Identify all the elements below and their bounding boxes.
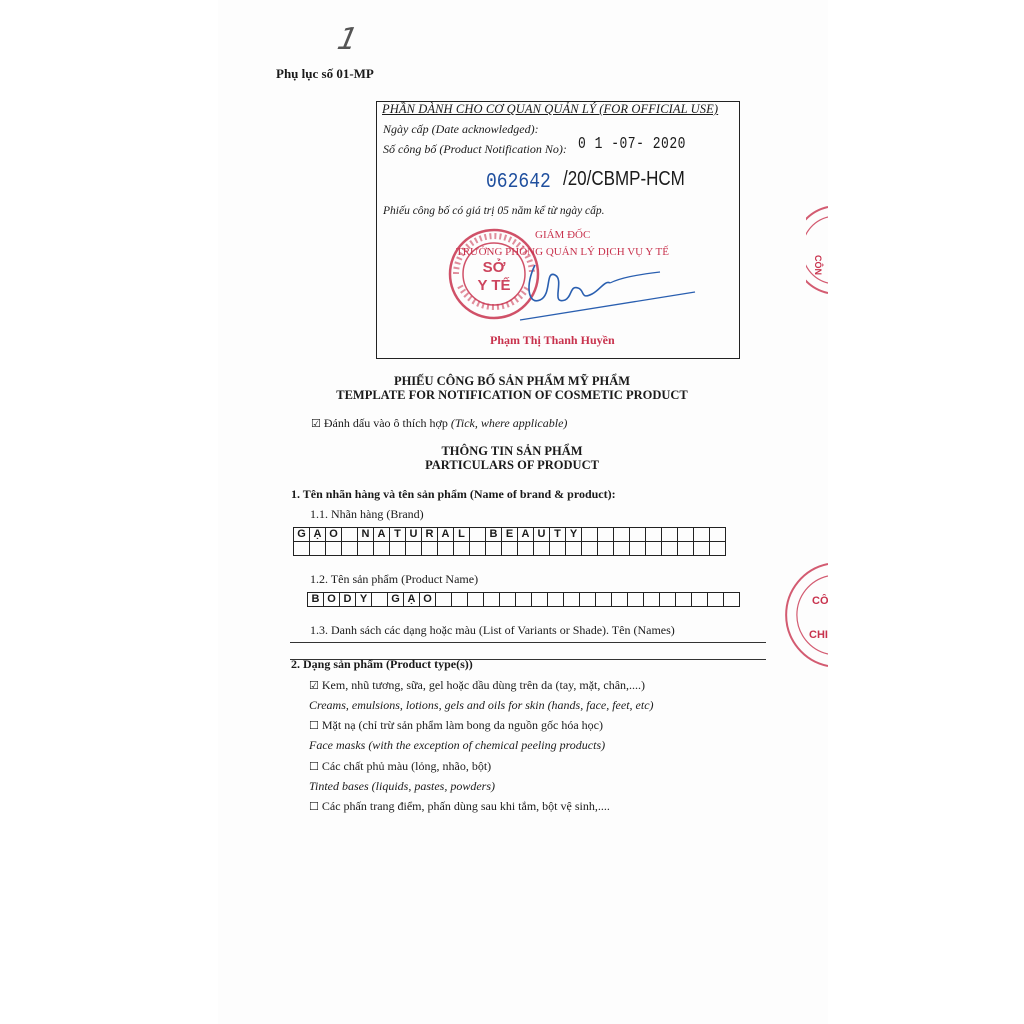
grid-cell: T — [550, 528, 566, 542]
signatory-department: TRƯỞNG PHÒNG QUẢN LÝ DỊCH VỤ Y TẾ — [456, 246, 669, 258]
product-type-en: Tinted bases (liquids, pastes, powders) — [309, 779, 496, 793]
grid-cell — [326, 542, 342, 556]
grid-cell — [628, 593, 644, 607]
grid-cell — [518, 542, 534, 556]
checked-box-icon: ☑ — [309, 679, 319, 692]
section-title-vi: THÔNG TIN SẢN PHẨM — [441, 444, 583, 458]
product-type-vi: Kem, nhũ tương, sữa, gel hoặc dầu dùng trên da (tay, mặt, chân,....) — [321, 678, 646, 692]
product-type-item — [309, 718, 603, 733]
grid-cell — [436, 593, 452, 607]
tick-note-vi: Đánh dấu vào ô thích hợp — [323, 416, 448, 430]
grid-cell — [406, 542, 422, 556]
divider-line — [290, 642, 766, 643]
unchecked-box-icon: ☐ — [309, 800, 319, 813]
grid-cell: Ạ — [404, 593, 420, 607]
grid-cell — [390, 542, 406, 556]
company-seal-partial-top — [806, 205, 828, 295]
grid-cell — [580, 593, 596, 607]
grid-cell: A — [374, 528, 390, 542]
official-use-heading: PHẦN DÀNH CHO CƠ QUAN QUẢN LÝ (FOR OFFICIAL USE) — [382, 102, 719, 116]
grid-cell — [614, 542, 630, 556]
grid-cell — [564, 593, 580, 607]
seal-partial-text: CÔ — [812, 595, 828, 607]
company-seal-partial-bottom — [782, 560, 828, 670]
date-acknowledged-label: Ngày cấp (Date acknowledged): — [383, 122, 539, 136]
grid-cell — [358, 542, 374, 556]
grid-cell — [630, 542, 646, 556]
notification-suffix: /20/CBMP-HCM — [563, 168, 685, 190]
grid-cell — [534, 542, 550, 556]
grid-cell: T — [390, 528, 406, 542]
date-acknowledged-value: 0 1 -07- 2020 — [578, 134, 686, 153]
svg-text:Y TẾ: Y TẾ — [477, 277, 511, 294]
grid-cell — [516, 593, 532, 607]
product-grid-row — [308, 593, 740, 607]
grid-cell — [644, 593, 660, 607]
grid-cell — [678, 542, 694, 556]
grid-cell — [484, 593, 500, 607]
grid-cell — [502, 542, 518, 556]
signatory-title: GIÁM ĐỐC — [535, 229, 591, 241]
grid-cell: Y — [566, 528, 582, 542]
unchecked-box-icon: ☐ — [309, 760, 319, 773]
product-type-vi: Mặt nạ (chỉ trừ sản phẩm làm bong da nguồn gốc hóa học) — [321, 718, 603, 732]
grid-cell — [372, 593, 388, 607]
product-type-vi: Các chất phủ màu (lỏng, nhão, bột) — [321, 759, 492, 773]
grid-cell — [468, 593, 484, 607]
product-type-en: Face masks (with the exception of chemical peeling products) — [309, 738, 606, 752]
svg-text:SỞ: SỞ — [482, 259, 506, 276]
checked-box-icon: ☑ — [311, 417, 321, 430]
grid-cell: B — [486, 528, 502, 542]
grid-cell: O — [326, 528, 342, 542]
brand-label: 1.1. Nhãn hàng (Brand) — [310, 507, 424, 521]
grid-cell — [452, 593, 468, 607]
brand-grid-row1 — [294, 528, 726, 542]
grid-cell — [342, 542, 358, 556]
signer-name: Phạm Thị Thanh Huyền — [490, 333, 615, 347]
grid-cell — [374, 542, 390, 556]
grid-cell — [646, 528, 662, 542]
section-title-en: PARTICULARS OF PRODUCT — [425, 458, 599, 472]
grid-cell: R — [422, 528, 438, 542]
grid-cell — [486, 542, 502, 556]
brand-grid-row2 — [294, 542, 726, 556]
grid-cell — [550, 542, 566, 556]
grid-cell — [692, 593, 708, 607]
grid-cell — [612, 593, 628, 607]
notification-stamp-number: 062642 — [486, 170, 551, 194]
variants-label: 1.3. Danh sách các dạng hoặc màu (List of Variants or Shade). Tên (Names) — [310, 623, 675, 637]
handwritten-page-number: 1 — [334, 22, 361, 57]
tick-note — [311, 416, 567, 431]
grid-cell: U — [534, 528, 550, 542]
grid-cell — [662, 528, 678, 542]
grid-cell: D — [340, 593, 356, 607]
notification-number-label: Số công bố (Product Notification No): — [383, 142, 567, 156]
grid-cell — [582, 542, 598, 556]
grid-cell — [598, 528, 614, 542]
grid-cell — [660, 593, 676, 607]
grid-cell — [566, 542, 582, 556]
seal-partial-text: CHI — [809, 629, 828, 641]
grid-cell: O — [420, 593, 436, 607]
grid-cell — [422, 542, 438, 556]
grid-cell — [598, 542, 614, 556]
grid-cell — [694, 542, 710, 556]
brand-grid — [293, 527, 726, 556]
grid-cell — [294, 542, 310, 556]
grid-cell — [630, 528, 646, 542]
grid-cell: A — [438, 528, 454, 542]
grid-cell — [710, 542, 726, 556]
grid-cell: Y — [356, 593, 372, 607]
grid-cell: G — [388, 593, 404, 607]
grid-cell — [678, 528, 694, 542]
grid-cell — [724, 593, 740, 607]
grid-cell — [662, 542, 678, 556]
product-type-item — [309, 799, 610, 814]
grid-cell — [582, 528, 598, 542]
grid-cell — [710, 528, 726, 542]
grid-cell — [470, 542, 486, 556]
grid-cell: U — [406, 528, 422, 542]
grid-cell: B — [308, 593, 324, 607]
grid-cell: N — [358, 528, 374, 542]
grid-cell — [708, 593, 724, 607]
grid-cell — [454, 542, 470, 556]
product-type-item — [309, 678, 645, 693]
grid-cell — [532, 593, 548, 607]
grid-cell — [470, 528, 486, 542]
grid-cell — [646, 542, 662, 556]
grid-cell — [694, 528, 710, 542]
tick-note-en: (Tick, where applicable) — [450, 416, 568, 430]
grid-cell: O — [324, 593, 340, 607]
unchecked-box-icon: ☐ — [309, 719, 319, 732]
grid-cell — [438, 542, 454, 556]
handwritten-signature — [510, 250, 710, 330]
product-name-label: 1.2. Tên sản phẩm (Product Name) — [310, 572, 479, 586]
product-type-item — [309, 759, 491, 774]
grid-cell — [676, 593, 692, 607]
product-type-vi: Các phấn trang điểm, phấn dùng sau khi tắm, bột vệ sinh,.... — [321, 799, 610, 813]
grid-cell: Ạ — [310, 528, 326, 542]
grid-cell: L — [454, 528, 470, 542]
grid-cell — [614, 528, 630, 542]
form-title-vi: PHIẾU CÔNG BỐ SẢN PHẨM MỸ PHẨM — [393, 374, 631, 388]
grid-cell — [596, 593, 612, 607]
form-title-en: TEMPLATE FOR NOTIFICATION OF COSMETIC PRODUCT — [336, 388, 688, 402]
grid-cell: A — [518, 528, 534, 542]
grid-cell — [342, 528, 358, 542]
grid-cell — [548, 593, 564, 607]
section1-heading: 1. Tên nhãn hàng và tên sản phẩm (Name of brand & product): — [291, 487, 616, 501]
grid-cell: E — [502, 528, 518, 542]
appendix-label: Phụ lục số 01-MP — [276, 66, 374, 81]
product-type-en: Creams, emulsions, lotions, gels and oils for skin (hands, face, feet, etc) — [309, 698, 654, 712]
seal-partial-text: CÔN — [813, 255, 823, 275]
grid-cell — [500, 593, 516, 607]
grid-cell: G — [294, 528, 310, 542]
product-name-grid — [307, 592, 740, 607]
validity-text: Phiếu công bố có giá trị 05 năm kể từ ngày cấp. — [383, 205, 605, 217]
grid-cell — [310, 542, 326, 556]
section2-heading: 2. Dạng sản phẩm (Product type(s)) — [291, 657, 473, 671]
